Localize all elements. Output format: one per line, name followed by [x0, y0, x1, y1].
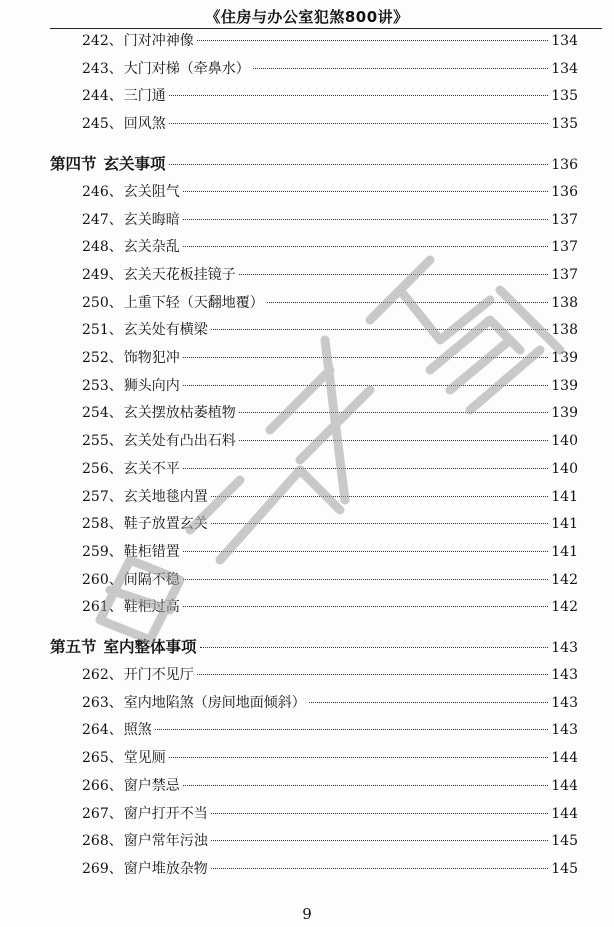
toc-entry-title: 狮头向内	[123, 377, 180, 394]
dot-leader	[183, 551, 549, 552]
toc-entry-number: 258、	[82, 516, 123, 533]
toc-entry	[82, 60, 578, 78]
toc-entry-number: 264、	[82, 722, 123, 739]
dot-leader	[239, 440, 549, 441]
toc-entry	[82, 87, 578, 105]
toc-entry-number: 第五节	[50, 637, 97, 657]
toc-entry	[82, 211, 578, 229]
toc-page-number: 136	[551, 183, 578, 200]
toc-entry-title: 玄关晦暗	[123, 211, 180, 228]
toc-entry-title: 窗户堆放杂物	[123, 860, 208, 877]
toc-entry-number: 260、	[82, 571, 123, 588]
toc-entry	[82, 515, 578, 533]
toc-entry-number: 262、	[82, 667, 123, 683]
page-number: 9	[302, 905, 312, 923]
toc-page-number: 134	[551, 33, 578, 49]
toc-section-heading	[50, 155, 578, 174]
toc-entry-title: 玄关阻气	[123, 183, 180, 200]
toc-entry-number: 261、	[82, 599, 123, 616]
toc-entry-title: 玄关事项	[103, 154, 166, 174]
toc-entry-title: 玄关处有横梁	[123, 322, 208, 339]
dot-leader	[211, 329, 549, 330]
dot-leader	[169, 123, 549, 124]
toc-entry	[82, 488, 578, 506]
toc-entry-number: 266、	[82, 777, 123, 794]
toc-entry-number: 253、	[82, 377, 123, 394]
toc-entry-title: 间隔不稳	[123, 571, 180, 588]
toc-entry-number: 265、	[82, 750, 123, 767]
dot-leader	[197, 40, 549, 41]
toc-page-number: 135	[551, 88, 578, 105]
toc-entry-title: 玄关杂乱	[123, 239, 180, 256]
toc-entry-title: 鞋子放置玄关	[123, 516, 208, 533]
toc-entry-title: 回风煞	[123, 116, 166, 133]
toc-entry-number: 254、	[82, 405, 123, 422]
toc-entry-title: 上重下轻（天翻地覆）	[123, 294, 264, 311]
toc-entry	[82, 377, 578, 395]
dot-leader	[211, 523, 549, 524]
dot-leader	[169, 164, 549, 165]
toc-entry-title: 玄关天花板挂镜子	[123, 266, 236, 283]
toc-entry-number: 249、	[82, 266, 123, 283]
toc-entry	[82, 238, 578, 256]
toc-page-number: 137	[551, 239, 578, 256]
toc-entry-number: 256、	[82, 460, 123, 477]
dot-leader	[183, 579, 549, 580]
toc-entry	[82, 721, 578, 739]
toc-page-number: 141	[551, 543, 578, 560]
toc-entry-number: 247、	[82, 211, 123, 228]
toc-entry-title: 窗户常年污浊	[123, 833, 208, 850]
toc-entry	[82, 32, 578, 50]
toc-entry-number: 244、	[82, 88, 123, 105]
running-header: 《住房与办公室犯煞800讲》	[205, 8, 409, 26]
toc-entry-number: 252、	[82, 350, 123, 366]
toc-page-number: 142	[551, 571, 578, 588]
dot-leader	[169, 95, 549, 96]
toc-entry	[82, 832, 578, 850]
dot-leader	[183, 357, 549, 358]
dot-leader	[211, 868, 549, 869]
toc-entry-title: 玄关摆放枯萎植物	[123, 405, 236, 422]
toc-page-number: 140	[551, 460, 578, 477]
toc-entry-number: 242、	[82, 33, 123, 49]
toc-entry-title: 室内整体事项	[103, 637, 197, 657]
toc-entry	[82, 404, 578, 422]
toc-page-number: 135	[551, 116, 578, 133]
toc-entry-number: 248、	[82, 239, 123, 256]
toc-page-number: 143	[551, 694, 578, 711]
toc-entry	[82, 694, 578, 712]
toc-entry-title: 窗户禁忌	[123, 777, 180, 794]
toc-entry-title: 玄关不平	[123, 460, 180, 477]
toc-entry-title: 鞋柜过高	[123, 599, 180, 616]
toc-entry-number: 269、	[82, 860, 123, 877]
toc-page-number: 145	[551, 833, 578, 850]
toc-entry-number: 267、	[82, 805, 123, 822]
toc-page-number: 144	[551, 750, 578, 767]
dot-leader	[183, 785, 549, 786]
toc-entry	[82, 349, 578, 367]
toc-entry-title: 室内地陷煞（房间地面倾斜）	[123, 694, 306, 711]
toc-entry-title: 玄关处有凸出石料	[123, 433, 236, 450]
toc-page-number: 134	[551, 60, 578, 77]
toc-page-number: 137	[551, 211, 578, 228]
toc-page-number: 140	[551, 433, 578, 450]
toc-entry-number: 268、	[82, 833, 123, 850]
toc-entry-title: 玄关地毯内置	[123, 488, 208, 505]
dot-leader	[211, 496, 549, 497]
toc-entry-title: 照煞	[123, 722, 152, 739]
dot-leader	[169, 757, 549, 758]
dot-leader	[183, 385, 549, 386]
toc-entry-title: 堂见厕	[123, 750, 166, 767]
dot-leader	[197, 674, 549, 675]
toc-entry-title: 饰物犯冲	[123, 350, 180, 366]
toc-entry	[82, 598, 578, 616]
toc-entry	[82, 266, 578, 284]
toc-page-number: 142	[551, 599, 578, 616]
dot-leader	[183, 468, 549, 469]
toc-entry	[82, 321, 578, 339]
toc-entry	[82, 777, 578, 795]
toc-entry	[82, 666, 578, 684]
dot-leader	[239, 412, 549, 413]
toc-page-number: 136	[551, 157, 578, 174]
toc-entry-number: 第四节	[50, 154, 97, 174]
toc-entry-number: 259、	[82, 543, 123, 560]
toc-entry	[82, 460, 578, 478]
dot-leader	[211, 813, 549, 814]
toc-entry-number: 255、	[82, 433, 123, 450]
toc-entry-number: 263、	[82, 694, 123, 711]
toc-page-number: 141	[551, 488, 578, 505]
dot-leader	[155, 729, 549, 730]
toc-entry	[82, 294, 578, 312]
toc-entry-title: 门对冲神像	[123, 33, 194, 49]
toc-page-number: 144	[551, 777, 578, 794]
toc-entry-title: 三门通	[123, 88, 166, 105]
toc-page-number: 138	[551, 294, 578, 311]
toc-entry-title: 窗户打开不当	[123, 805, 208, 822]
toc-entry	[82, 115, 578, 133]
toc-page-number: 145	[551, 860, 578, 877]
dot-leader	[183, 606, 549, 607]
toc-entry-number: 243、	[82, 60, 123, 77]
toc-page-number: 139	[551, 405, 578, 422]
toc-page-number: 139	[551, 350, 578, 366]
toc-page-number: 138	[551, 322, 578, 339]
dot-leader	[211, 840, 549, 841]
dot-leader	[253, 68, 549, 69]
toc-entry	[82, 805, 578, 823]
dot-leader	[267, 302, 549, 303]
toc-entry-title: 大门对梯（牵鼻水）	[123, 60, 250, 77]
dot-leader	[309, 702, 549, 703]
toc-entry	[82, 860, 578, 878]
dot-leader	[239, 274, 549, 275]
toc-entry	[82, 183, 578, 201]
toc-entry	[82, 432, 578, 450]
toc-page-number: 144	[551, 805, 578, 822]
toc-entry-number: 257、	[82, 488, 123, 505]
toc-entry-number: 251、	[82, 322, 123, 339]
toc-page-number: 137	[551, 266, 578, 283]
toc-entry	[82, 543, 578, 561]
dot-leader	[183, 191, 549, 192]
toc-entry-number: 250、	[82, 294, 123, 311]
toc-entry-number: 246、	[82, 183, 123, 200]
toc-entry-title: 开门不见厅	[123, 667, 194, 683]
toc-entry	[82, 571, 578, 589]
toc-section-heading	[50, 638, 578, 657]
toc-page-number: 143	[551, 640, 578, 657]
toc-entry-title: 鞋柜错置	[123, 543, 180, 560]
toc-page-number: 143	[551, 667, 578, 683]
toc-page-number: 143	[551, 722, 578, 739]
header-rule	[50, 28, 602, 29]
toc-entry	[82, 749, 578, 767]
dot-leader	[183, 246, 549, 247]
toc-page-number: 141	[551, 516, 578, 533]
toc-entry-number: 245、	[82, 116, 123, 133]
dot-leader	[200, 647, 549, 648]
toc-page-number: 139	[551, 377, 578, 394]
dot-leader	[183, 219, 549, 220]
